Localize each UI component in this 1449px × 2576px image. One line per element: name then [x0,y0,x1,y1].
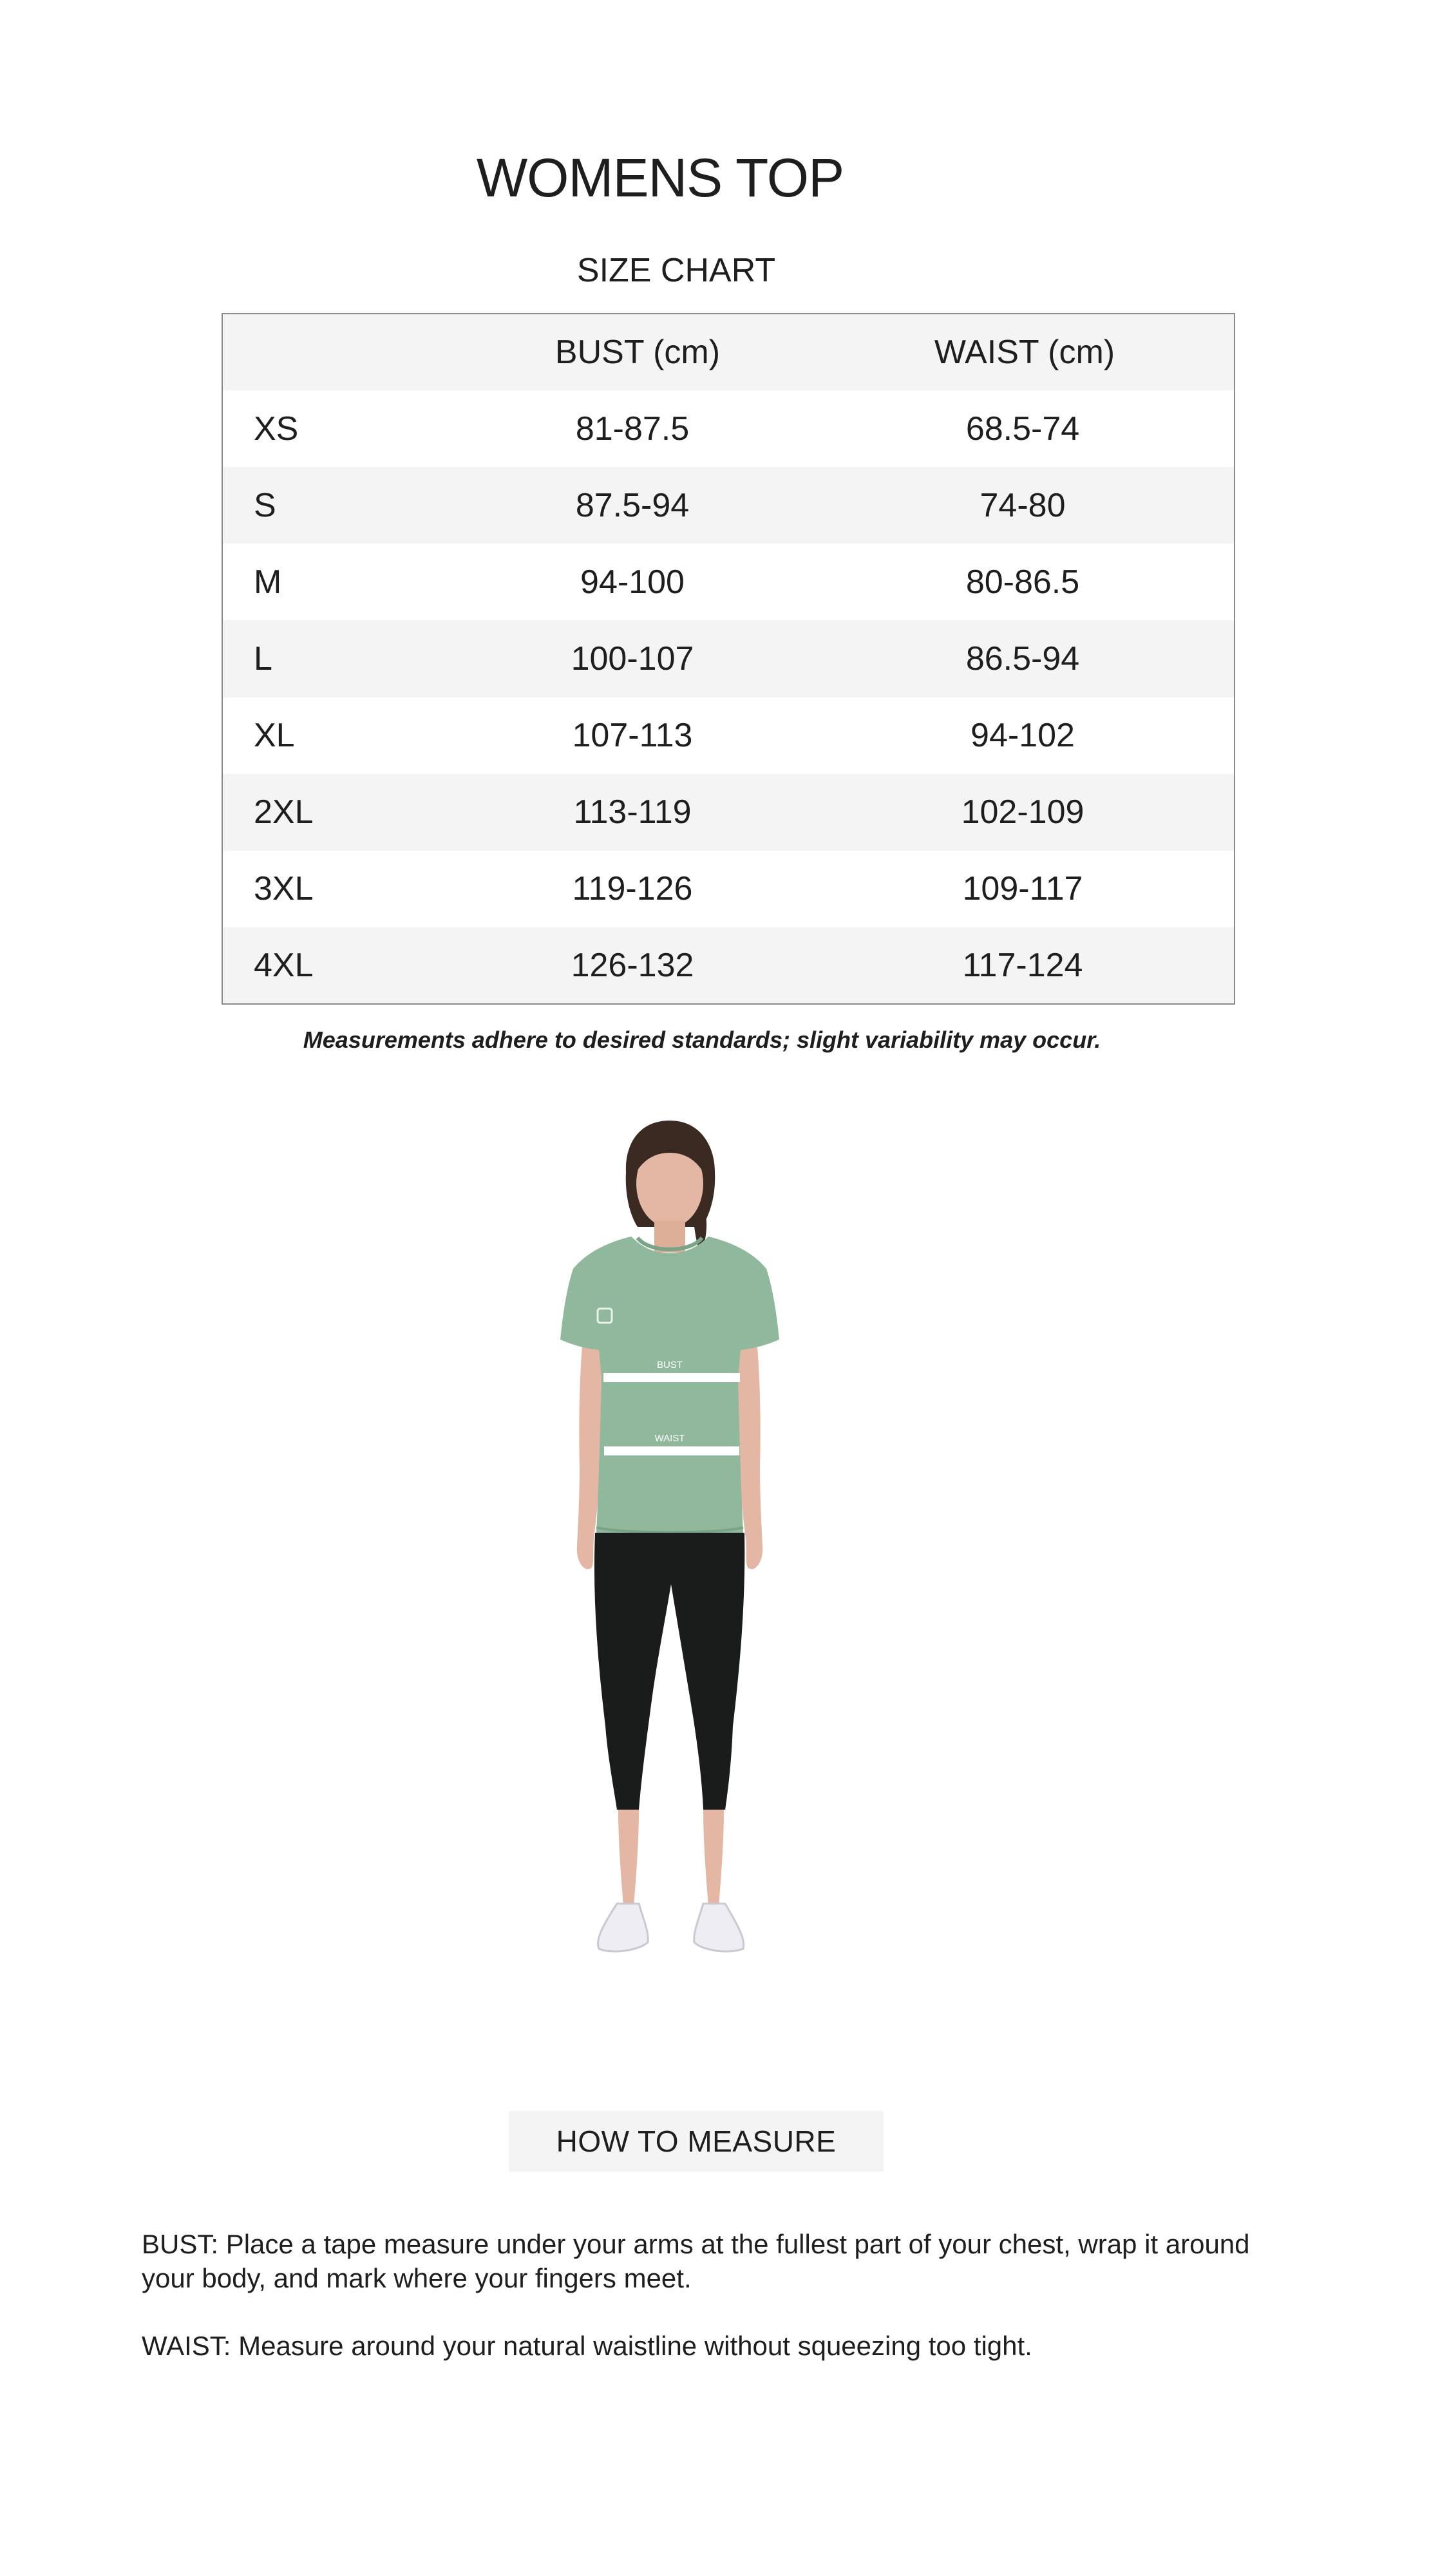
table-row [222,851,1235,927]
size-chart-subtitle: SIZE CHART [576,252,776,289]
bust-measure-band [603,1373,740,1382]
table-row [222,774,1235,851]
left-calf [618,1810,639,1906]
waist-band-label: WAIST [654,1433,685,1444]
table-row [222,697,1235,774]
bust-cell: 119-126 [572,870,693,908]
waist-cell: 86.5-94 [965,639,1080,677]
bust-cell: 87.5-94 [575,486,690,524]
size-cell: 2XL [254,793,314,831]
size-cell: XL [254,717,295,755]
table-row [222,620,1235,697]
bust-cell: 126-132 [571,946,694,984]
bust-cell: 94-100 [580,563,685,601]
size-cell: 4XL [254,946,314,984]
table-row [222,544,1235,620]
header-size [222,314,453,390]
waist-cell: 102-109 [961,793,1084,831]
size-chart-table [222,313,1235,1005]
size-chart-body [222,314,1235,1004]
size-cell: L [254,639,272,677]
right-calf [703,1810,724,1906]
size-cell: S [254,486,276,524]
header-waist: WAIST (cm) [934,334,1115,372]
waist-cell: 68.5-74 [965,410,1080,448]
bust-band-label: BUST [656,1359,683,1370]
size-cell: XS [254,410,299,448]
right-shoe [694,1904,744,1951]
table-header-row [222,314,1235,390]
left-shoe [598,1904,648,1951]
table-row [222,390,1235,467]
leggings-shape [594,1533,744,1810]
measure-instructions [142,2227,1301,2396]
waist-cell: 94-102 [971,717,1075,755]
how-to-measure-heading: HOW TO MEASURE [509,2111,884,2172]
measurement-disclaimer: Measurements adhere to desired standards; slight variability may occur. [303,1027,1101,1053]
table-row [222,927,1235,1004]
waist-cell: 74-80 [980,486,1066,524]
waist-measure-band [604,1446,739,1455]
bust-cell: 113-119 [573,793,692,831]
bust-cell: 81-87.5 [575,410,690,448]
waist-cell: 80-86.5 [965,563,1080,601]
size-cell: M [254,563,282,601]
waist-cell: 109-117 [962,870,1083,908]
header-bust: BUST (cm) [554,334,721,372]
bust-cell: 107-113 [572,717,693,755]
page-title: WOMENS TOP [476,147,844,208]
bust-cell: 100-107 [571,639,694,677]
table-row [222,467,1235,544]
waist-cell: 117-124 [962,946,1083,984]
bust-instruction: BUST: Place a tape measure under your arms at the fullest part of your chest, wrap it around your body, and mark where your fingers meet. [142,2229,1250,2293]
waist-instruction: WAIST: Measure around your natural waistline without squeezing too tight. [142,2331,1032,2361]
size-cell: 3XL [254,870,314,908]
model-figure [528,1108,811,2061]
